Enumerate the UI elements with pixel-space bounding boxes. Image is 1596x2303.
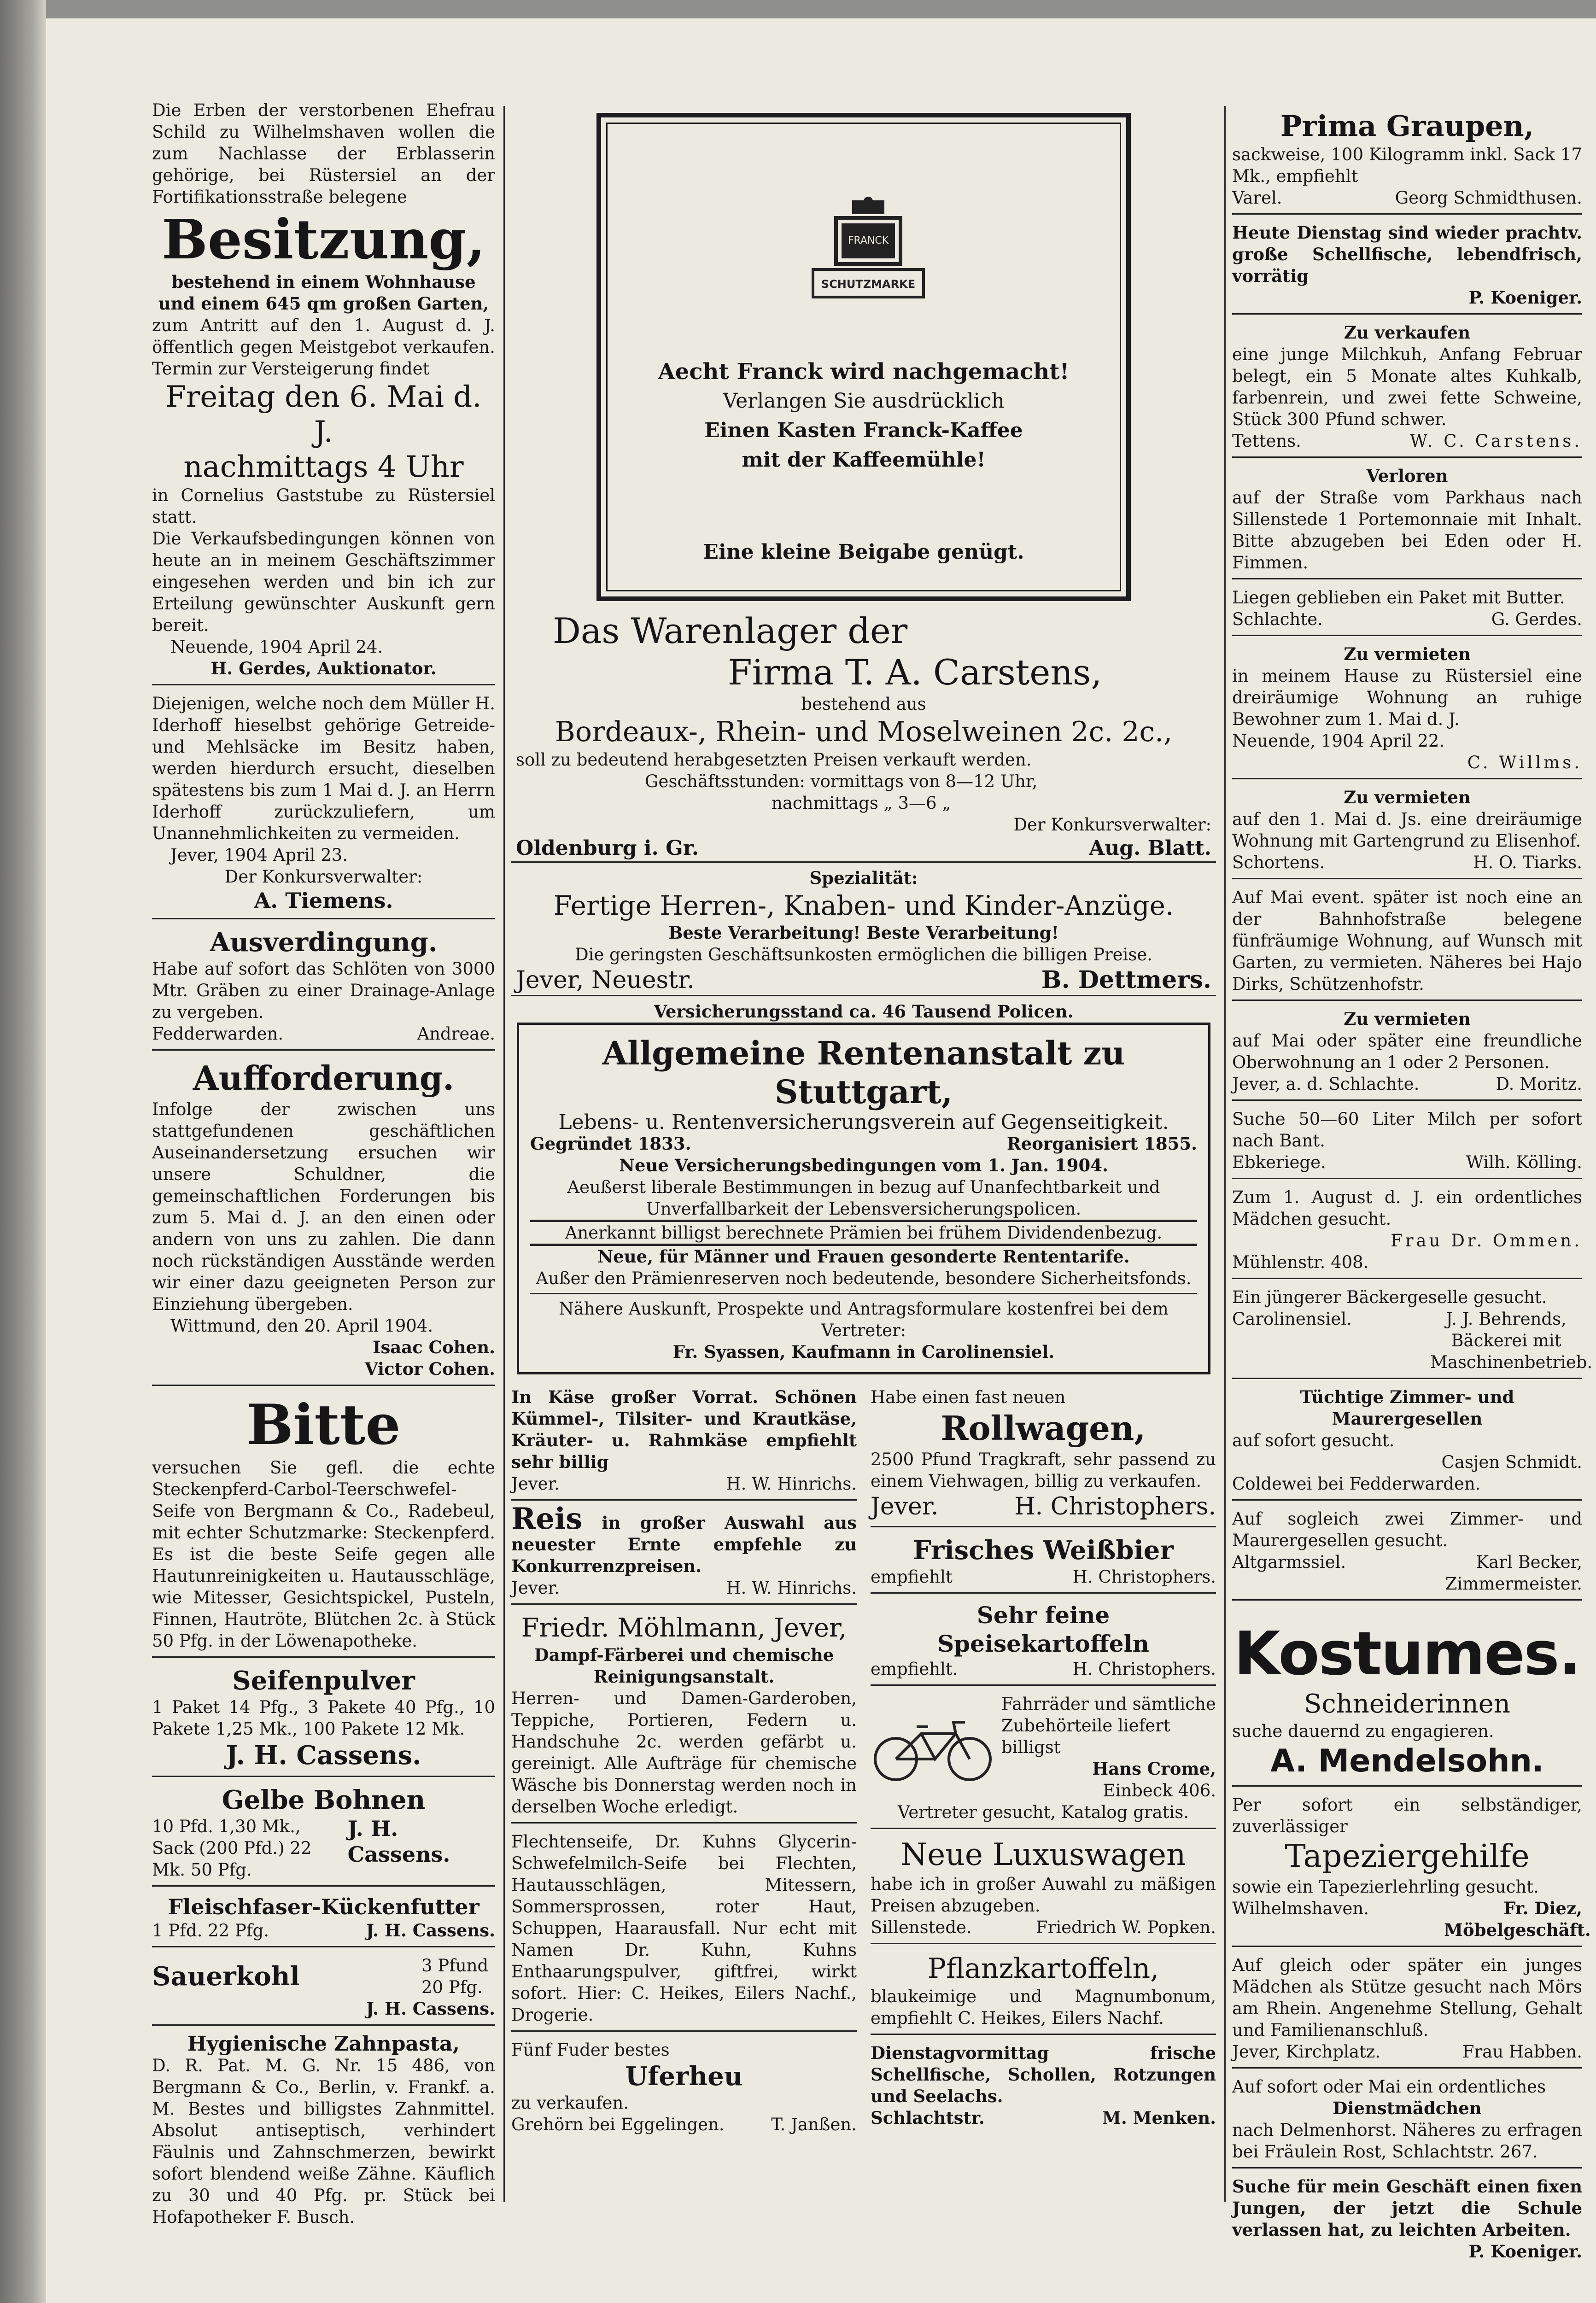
ad-headline: Zu vermieten [1344,644,1471,664]
ad-text: blaukeimige und Magnumbonum, empfiehlt C. Heikes, Eilers Nachf. [871,1987,1216,2028]
ad-graupen [1232,106,1582,215]
ad-signature: J. H. Cassens. [226,1740,421,1771]
franck-line: mit der Kaffeemühle! [742,448,986,472]
ad-ausverdingung [152,924,495,1051]
ad-place: Tettens. [1232,431,1301,451]
ad-place: Oldenburg i. Gr. [516,836,699,860]
ad-headline: Sauerkohl [152,1961,300,1992]
schutzmarke-text: SCHUTZMARKE [821,278,916,291]
ad-text: Die Verkaufsbedingungen können von heute an in meinem Geschäftszimmer eingesehen werden und bin ich zur Erteilung gewünschter Auskunft gern bereit. [152,529,495,635]
ad-fahrraeder [871,1690,1216,1829]
ad-text: empfiehlt. [871,1659,958,1679]
ad-headline: Prima Graupen, [1280,109,1534,143]
ad-weissbier [871,1532,1216,1594]
ad-role: Der Konkursverwalter: [1013,815,1211,835]
ad-flechtenseife [511,1828,857,2032]
ad-signature: H. Christophers. [1014,1493,1216,1520]
ad-text: Infolge der zwischen uns stattgefundenen geschäftlichen Auseinandersetzung ersuchen wir unsere Schuldner, die gemeinschaftlichen Forderungen bis zum 5. Mai d. J. an den einen oder andern von uns zu zahlen. Die dann noch rückständigen Ausstände werden wir einer dazu geeigneten Person zur Einziehung übergeben. [152,1099,495,1314]
ad-signature: A. Tiemens. [254,888,393,913]
ad-signature: Frau Habben. [1462,2042,1582,2062]
auction-date: Freitag den 6. Mai d. J. [165,380,482,449]
ad-vermieten-tiarks [1232,784,1582,879]
ad-headline: Firma T. A. Carstens, [728,652,1102,693]
ad-signature: H. W. Hinrichs. [726,1474,857,1494]
ad-junge [1232,2173,1582,2267]
small-ads-right [871,1384,1216,2145]
ad-gelbe-bohnen [152,1782,495,1887]
ad-dienstmaedchen [1232,2073,1582,2169]
ad-place-date: Wittmund, den 20. April 1904. [170,1316,433,1336]
ad-rentenanstalt [517,1023,1210,1374]
ad-headline: Besitzung, [162,207,485,271]
ad-text: Flechtenseife, Dr. Kuhns Glycerin-Schwefelmilch-Seife bei Flechten, Hautausschlägen, Mitessern, Sommersprossen, roter Haut, Schuppen, Haarausfall. Nur echt mit Namen Dr. Kuhn, Kuhns Enthaarungspulver, giftfrei, wirkt sofort. Hier: C. Heikes, Eilers Nachf., Drogerie. [511,1832,857,2025]
ad-text: auf sofort gesucht. [1232,1431,1395,1450]
ad-place: Ebkeriege. [1232,1152,1326,1172]
ad-headline: Fleischfaser-Kückenfutter [168,1894,479,1919]
ad-text: eine junge Milchkuh, Anfang Februar belegt, ein 5 Monate altes Kuhkalb, farbenrein, und zwei fette Schweine, Stück 300 Pfund schwer. [1232,345,1582,429]
ad-vermieten-willms [1232,641,1582,779]
ad-maurergesellen [1232,1505,1582,1601]
ad-reis [511,1502,857,1605]
ad-schellfische [1232,219,1582,315]
ad-text: 1 Paket 14 Pfg., 3 Pakete 40 Pfg., 10 Pakete 1,25 Mk., 100 Pakete 12 Mk. [152,1697,495,1739]
divider [530,1293,1197,1294]
ad-zimmergesellen [1232,1384,1582,1501]
bicycle-icon [871,1713,995,1782]
ad-text: Auf sofort oder Mai ein ordentliches [1232,2077,1546,2097]
ad-headline: Allgemeine Rentenanstalt zu Stuttgart, [602,1034,1125,1111]
ad-place: Schlachtstr. [871,2108,985,2128]
ad-signature: J. J. Behrends, Bäckerei mit Maschinenbetrieb. [1430,1309,1593,1372]
ad-place: Varel. [1232,188,1282,208]
ad-text: Diejenigen, welche noch dem Müller H. Iderhoff hieselbst gehörige Getreide- und Mehlsäcke im Besitz haben, werden hierdurch ersucht, dieselben spätestens bis zum 1 Mai d. J. an Herrn Iderhoff zurückzuliefern, um Unannehmlichkeiten zu vermeiden. [152,694,495,843]
ad-signature: Hans Crome, [1092,1759,1216,1779]
ad-text: sowie ein Tapezierlehrling gesucht. [1232,1877,1539,1897]
column-rule [503,106,505,2202]
ad-text: In Käse großer Vorrat. Schönen Kümmel-, Tilsiter- und Krautkäse, Kräuter- u. Rahmkäse empfiehlt sehr billig [511,1387,857,1472]
ad-place: Jever, Kirchplatz. [1232,2042,1381,2062]
ad-place-date: Jever, 1904 April 23. [170,845,348,865]
ad-place: Mühlenstr. 408. [1232,1252,1369,1272]
ad-verloren [1232,462,1582,579]
ad-signature: Victor Cohen. [364,1359,495,1379]
reorganized: Reorganisiert 1855. [1006,1134,1197,1154]
franck-text [601,357,1126,475]
ad-paket [1232,584,1582,636]
ad-text: Suche 50—60 Liter Milch per sofort nach Bant. [1232,1109,1582,1151]
ad-headline: Seifenpulver [232,1666,415,1696]
ad-text: Auf Mai event. später ist noch eine an der Bahnhofstraße belegene fünfräumige Wohnung, auf Wunsch mit Garten, zu vermieten. Näheres bei Hajo Dirks, Schützenhofstr. [1232,888,1582,994]
ad-hours: Geschäftsstunden: vormittags von 8—12 Uhr, [645,772,1038,791]
ad-signature: P. Koeniger. [1468,2241,1582,2262]
ad-place-date: Neuende, 1904 April 22. [1232,731,1445,751]
ad-iderhoff [152,690,495,919]
franck-line: Eine kleine Beigabe genügt. [703,540,1024,564]
ad-headline: Ausverdingung. [210,927,438,958]
ad-headline: Friedr. Möhlmann, Jever, [521,1613,847,1643]
founded: Gegründet 1833. [530,1134,691,1154]
ad-text: sackweise, 100 Kilogramm inkl. Sack 17 Mk., empfiehlt [1232,145,1582,186]
ad-kaese [511,1384,857,1501]
ad-seifenpulver [152,1662,495,1777]
ad-text: bestehend aus [801,694,926,714]
ad-signature: Isaac Cohen. [373,1337,495,1357]
ad-text: Die geringsten Geschäftsunkosten ermöglichen die billigen Preise. [574,945,1153,964]
ad-text: Die Erben der verstorbenen Ehefrau Schild zu Wilhelmshaven wollen die zum Nachlasse der Erblasserin gehörige, bei Rüstersiel an der Fortifikationsstraße belegene [152,100,495,207]
franck-line: Einen Kasten Franck-Kaffee [704,419,1023,442]
ad-subline: bestehend in einem Wohnhause und einem 645 qm großen Garten, [158,272,489,314]
ad-place: Sillenstede. [871,1917,972,1937]
ad-signature: Frau Dr. Ommen. [1391,1231,1582,1251]
ad-product-line: Bordeaux-, Rhein- und Moselweinen 2c. 2c., [555,716,1173,748]
ad-stuetze [1232,1952,1582,2069]
ad-signature: Aug. Blatt. [1089,836,1211,860]
ad-dettmers [511,867,1216,996]
ad-text: Heute Dienstag sind wieder prachtv. große Schellfische, lebendfrisch, vorrätig [1232,222,1582,286]
ad-text: 10 Pfd. 1,30 Mk., Sack (200 Pfd.) 22 Mk. 50 Pfg. [152,1817,312,1880]
ad-text: 2500 Pfund Tragkraft, sehr passend zu einem Viehwagen, billig zu verkaufen. [871,1450,1216,1491]
ad-text: Fahrräder und sämtliche Zubehörteile liefert billigst [1001,1694,1216,1757]
ad-signature: Fr. Diez, Möbelgeschäft. [1444,1898,1591,1940]
ad-headline: Fertige Herren-, Knaben- und Kinder-Anzüge. [553,890,1174,921]
ad-text: Per sofort ein selbständiger, zuverlässiger [1232,1795,1582,1836]
ad-maedchen-ommen [1232,1184,1582,1279]
ad-text: Aeußerst liberale Bestimmungen in bezug auf Unanfechtbarkeit und Unverfallbarkeit der Lebensversicherungspolicen. [567,1177,1160,1219]
ad-headline: Frisches Weißbier [913,1535,1174,1566]
ad-headline: Tapeziergehilfe [1285,1838,1530,1875]
ad-text: Liegen geblieben ein Paket mit Butter. [1232,588,1565,608]
ad-text: Fünf Fuder bestes [511,2040,670,2060]
ad-bitte-seife [152,1391,495,1658]
ad-headline: Dienstmädchen [1333,2098,1482,2118]
ad-text: Habe einen fast neuen [871,1387,1066,1407]
ad-subline: Dampf-Färberei und chemische Reinigungsanstalt. [534,1645,834,1687]
ad-rollwagen [871,1384,1216,1527]
ad-sauerkohl [152,1952,495,2026]
ad-text: Zum 1. August d. J. ein ordentliches Mädchen gesucht. [1232,1187,1582,1229]
ad-signature: C. Willms. [1467,753,1582,772]
ad-text: in Cornelius Gaststube zu Rüstersiel statt. [152,485,495,527]
ad-text: Auf sogleich zwei Zimmer- und Maurergesellen gesucht. [1232,1509,1582,1550]
ad-text: Außer den Prämienreserven noch bedeutende, besondere Sicherheitsfonds. [536,1268,1192,1288]
ad-headline: Tüchtige Zimmer- und Maurergesellen [1300,1387,1514,1429]
ad-signature: H. O. Tiarks. [1473,853,1582,872]
ad-headline: Rollwagen, [941,1409,1146,1448]
ad-role: Der Konkursverwalter: [224,867,423,887]
ad-signature: Georg Schmidthusen. [1395,188,1582,208]
ad-place: Jever, a. d. Schlachte. [1232,1074,1420,1094]
ad-text: zum Antritt auf den 1. August d. J. öffentlich gegen Meistgebot verkaufen. Termin zur Versteigerung findet [152,316,495,379]
ad-subline: Schneiderinnen [1304,1689,1510,1719]
ad-signature: Karl Becker, Zimmermeister. [1445,1552,1582,1594]
ad-milchkuh [1232,319,1582,458]
ad-place: Jever. [871,1493,939,1520]
ad-aufforderung [152,1055,495,1386]
ad-signature: Andreae. [417,1024,495,1044]
ad-signature: J. H. Cassens. [366,1920,495,1941]
ad-signature: T. Janßen. [771,2115,857,2134]
ad-headline: Hygienische Zahnpasta, [187,2032,460,2056]
ad-place: Schlachte. [1232,609,1323,629]
ad-signature: J. H. Cassens. [347,1816,450,1867]
ad-text: Suche für mein Geschäft einen fixen Jungen, der jetzt die Schule verlassen hat, zu leichten Arbeiten. [1232,2176,1582,2240]
ad-headline: Zu vermieten [1344,1009,1471,1029]
ad-signature: Friedrich W. Popken. [1036,1917,1216,1937]
ad-text: nach Delmenhorst. Näheres zu erfragen bei Fräulein Rost, Schlachtstr. 267. [1232,2120,1582,2162]
ad-text: 1 Pfd. 22 Pfg. [152,1921,269,1941]
column-middle [511,97,1216,2145]
ad-headline: Sehr feine Speisekartoffeln [937,1602,1149,1657]
ad-headline: Zu verkaufen [1344,322,1471,343]
ad-kueckenfutter [152,1891,495,1947]
ad-place: Fedderwarden. [152,1024,284,1044]
ad-text: suche dauernd zu engagieren. [1232,1721,1494,1741]
ad-subline: Lebens- u. Rentenversicherungsverein auf Gegenseitigkeit. [558,1111,1169,1134]
ad-signature: M. Menken. [1102,2108,1216,2128]
ad-signature: H. Christophers. [1072,1567,1216,1587]
ad-moehlmann [511,1609,857,1824]
ad-zahnpasta [152,2030,495,2233]
ad-signature: P. Koeniger. [1468,287,1582,308]
ad-signature: B. Dettmers. [1041,966,1211,994]
ad-place: Jever. [511,1578,560,1598]
ad-headline: Bitte [246,1392,401,1457]
ad-headline: Pflanzkartoffeln, [927,1952,1159,1985]
ad-luxuswagen [871,1834,1216,1944]
ad-text: Habe auf sofort das Schlöten von 3000 Mtr. Gräben zu einer Drainage-Anlage zu vergeben. [152,959,495,1022]
ad-signature: Fr. Syassen, Kaufmann in Carolinensiel. [672,1342,1055,1362]
ad-signature: Casjen Schmidt. [1441,1452,1582,1472]
ad-text: in meinem Hause zu Rüstersiel eine dreiräumige Wohnung an ruhige Bewohner zum 1. Mai d. J. [1232,666,1582,729]
column-rule [1224,106,1226,2202]
ad-vermieten-dirks [1232,884,1582,1001]
ad-text: auf Mai oder später eine freundliche Oberwohnung an 1 oder 2 Personen. [1232,1031,1582,1072]
ad-speisekartoffeln [871,1598,1216,1686]
ad-headline: Verloren [1366,466,1448,486]
ad-vermieten-moritz [1232,1005,1582,1101]
ad-text: Anerkannt billigst berechnete Prämien bei frühem Dividendenbezug. [530,1220,1197,1246]
insurance-topline: Versicherungsstand ca. 46 Tausend Policen. [654,1001,1074,1022]
ad-text: auf den 1. Mai d. Js. eine dreiräumige Wohnung mit Gartengrund zu Elisenhof. [1232,809,1582,851]
ad-kicker: Spezialität: [809,868,918,888]
ad-headline: Uferheu [625,2061,743,2092]
ad-signature: H. Gerdes, Auktionator. [210,658,437,678]
ad-headline: Gelbe Bohnen [222,1785,426,1815]
ad-place: Carolinensiel. [1232,1309,1352,1329]
franck-line: Aecht Franck wird nachgemacht! [658,359,1070,385]
ad-text: empfiehlt [871,1567,953,1587]
franck-line: Verlangen Sie ausdrücklich [723,389,1005,413]
franck-logo-text: FRANCK [848,235,889,246]
ad-headline: Reis [511,1502,583,1536]
ad-text: Neue, für Männer und Frauen gesonderte Rententarife. [597,1246,1130,1267]
page-binding [0,0,46,2303]
ad-hours: nachmittags „ 3—6 „ [772,793,951,813]
ad-text: Vertreter gesucht, Katalog gratis. [898,1802,1189,1822]
ad-text: Nähere Auskunft, Prospekte und Antragsformulare kostenfrei bei dem Vertreter: [559,1299,1169,1340]
ad-franck-kaffee [596,113,1131,601]
ad-milch [1232,1105,1582,1179]
small-ads-grid [511,1384,1216,2145]
ad-signature: D. Moritz. [1496,1074,1582,1094]
column-left [152,97,495,2237]
ad-besitzung [152,97,495,685]
ad-place: Jever. [511,1474,560,1494]
ad-signature: W. C. Carstens. [1410,431,1582,451]
ad-text: Ein jüngerer Bäckergeselle gesucht. [1232,1287,1547,1307]
ad-tapeziergehilfe [1232,1791,1591,1947]
ad-place: Schortens. [1232,853,1325,872]
ad-text: auf der Straße vom Parkhaus nach Sillenstede 1 Portemonnaie mit Inhalt. Bitte abzugeben bei Eden oder H. Fimmen. [1232,488,1582,573]
ad-text: Neue Versicherungsbedingungen vom 1. Jan. 1904. [619,1155,1108,1175]
ad-text: versuchen Sie gefl. die echte Steckenpferd-Carbol-Teerschwefel-Seife von Bergmann & Co., Radebeul, mit echter Schutzmarke: Steckenpferd. Es ist die beste Seife gegen alle Hautunreinigkeiten u. Hautausschläge, wie Mitesser, Gesichtspickel, Pusteln, Finnen, Hautröte, Blütchen 2c. à Stück 50 Pfg. in der Löwenapotheke. [152,1458,495,1651]
ad-place: Coldewei bei Fedderwarden. [1232,1474,1481,1494]
ad-place: Altgarmssiel. [1232,1552,1346,1572]
ad-uferheu [511,2036,857,2140]
coffee-mill-logo [808,196,928,306]
ad-headline: Das Warenlager der [553,610,908,651]
ad-signature: H. W. Hinrichs. [726,1578,857,1598]
ad-headline: Zu vermieten [1344,787,1471,807]
ad-pflanzkartoffeln [871,1949,1216,2035]
ad-text: Beste Verarbeitung! Beste Verarbeitung! [668,923,1059,943]
ad-kostumes [1232,1605,1582,1787]
ad-text: Dienstagvormittag frische Schellfische, Schollen, Rotzungen und Seelachs. [871,2043,1216,2106]
ad-place: Einbeck 406. [1103,1781,1216,1800]
ad-text: soll zu bedeutend herabgesetzten Preisen verkauft werden. [516,750,1032,770]
ad-headline: Kostumes. [1234,1619,1581,1689]
ad-fische [871,2040,1216,2133]
column-right [1232,106,1593,2272]
ad-signature: A. Mendelsohn. [1270,1743,1544,1779]
ad-text: Herren- und Damen-Garderoben, Teppiche, Portieren, Federn u. Handschuhe 2c. werden gefärbt u. gereinigt. Alle Aufträge für chemische Wäsche bis Donnerstag werden noch in derselben Woche erledigt. [511,1689,857,1817]
ad-place: Grehörn bei Eggelingen. [511,2115,725,2134]
ad-text: habe ich in großer Auwahl zu mäßigen Preisen abzugeben. [871,1874,1216,1916]
ad-text: in großer Auswahl aus neuester Ernte empfehle zu Konkurrenzpreisen. [511,1513,857,1576]
ad-place: Jever, Neuestr. [516,966,695,994]
ad-signature: G. Gerdes. [1491,609,1582,629]
auction-time: nachmittags 4 Uhr [183,450,464,484]
ad-headline: Aufforderung. [193,1058,455,1098]
ad-place-date: Neuende, 1904 April 24. [170,637,383,657]
ad-text: zu verkaufen. [511,2093,629,2113]
ad-carstens [511,610,1216,863]
ad-signature: Wilh. Kölling. [1466,1152,1582,1172]
ad-headline: Neue Luxuswagen [900,1837,1186,1872]
ad-text: D. R. Pat. M. G. Nr. 15 486, von Bergmann & Co., Berlin, v. Frankf. a. M. Bestes und billigstes Zahnmittel. Absolut antiseptisch, verhindert Fäulnis und Zahnschmerzen, bewirkt sofort blendend weiße Zähne. Käuflich zu 30 und 40 Pfg. pr. Stück bei Hofapotheker F. Busch. [152,2056,495,2227]
ad-text: Auf gleich oder später ein junges Mädchen als Stütze gesucht nach Mörs am Rhein. Angenehme Stellung, Gehalt und Familienanschluß. [1232,1955,1582,2040]
small-ads-left [511,1384,857,2145]
ad-signature: H. Christophers. [1072,1659,1216,1679]
ad-signature: J. H. Cassens. [366,1999,495,2019]
ad-text: 3 Pfund 20 Pfg. [421,1956,489,1997]
ad-baecker [1232,1284,1593,1379]
ad-place: Wilhelmshaven. [1232,1899,1369,1918]
